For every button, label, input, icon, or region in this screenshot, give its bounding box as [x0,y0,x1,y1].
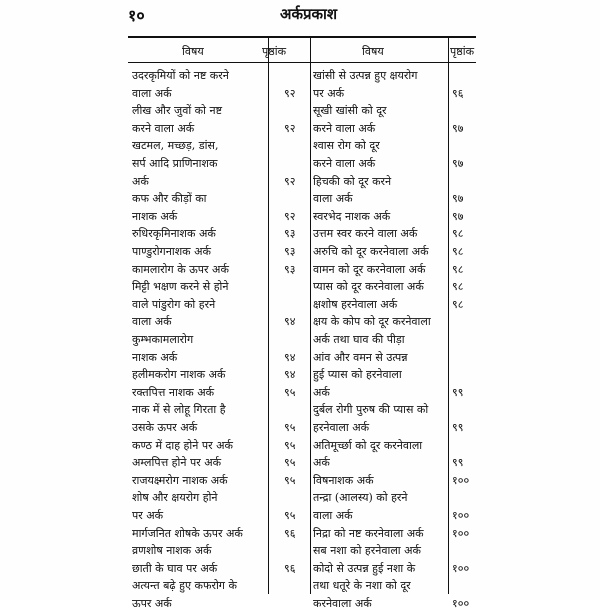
right-page-ref: ९९ [452,385,464,399]
right-page-ref: ९८ [452,297,464,311]
left-index-entry: खटमल, मच्छड़, डांस, [132,139,219,153]
right-index-entry: हुई प्यास को हरनेवाला [313,368,402,382]
right-page-ref: ९९ [452,456,464,470]
right-index-entry: खांसी से उत्पन्न हुए क्षयरोग [313,69,418,82]
right-index-entry: वाला अर्क [313,509,353,522]
left-page-ref: ९२ [284,121,296,135]
left-index-entry: राजयक्ष्मरोग नाशक अर्क [132,473,228,487]
left-index-entry: कामलारोग के ऊपर अर्क [132,262,229,276]
right-page-column-divider [448,37,449,594]
left-index-entry: अर्क [132,174,149,188]
right-index-entry: आंव और वमन से उत्पन्न [313,350,408,364]
right-page-ref: १०० [452,526,470,540]
right-index-entry: वाला अर्क [313,192,353,206]
left-index-entry: लीख और जुवों को नष्ट [132,104,222,118]
page-title: अर्कप्रकाश [280,5,338,23]
right-page-ref: ९९ [452,421,464,434]
right-index-entry: अर्क [313,456,330,470]
right-index-entry: अर्क [313,385,330,399]
right-index-entry: सूखी खांसी को दूर [313,104,387,118]
left-page-ref: ९४ [284,315,296,329]
right-index-entry: हिचकी को दूर करने [313,174,392,188]
right-index-entry: करने वाला अर्क [313,121,376,135]
right-index-entry: निद्रा को नष्ट करनेवाला अर्क [313,526,424,540]
right-page-ref: ९७ [452,157,464,170]
right-page-ref: १०० [452,597,470,610]
right-page-ref: ९६ [452,86,464,100]
left-page-ref: ९४ [284,368,296,382]
left-index-entry: ऊपर अर्क [132,597,172,610]
right-index-entry: करने वाला अर्क [313,157,376,170]
right-page-ref: ९८ [452,227,464,241]
right-index-entry: वामन को दूर करनेवाला अर्क [313,262,426,276]
center-column-divider [310,37,311,594]
right-page-ref: १०० [452,509,470,522]
left-page-ref: ९२ [284,209,296,223]
left-subject-header: विषय [182,45,204,58]
left-index-entry: वाला अर्क [132,86,172,100]
right-index-entry: पर अर्क [313,86,345,100]
right-index-entry: उत्तम स्वर करने वाला अर्क [313,227,418,241]
header-rule [128,62,476,63]
right-index-entry: श्वास रोग को दूर [313,139,380,153]
left-index-entry: नाशक अर्क [132,209,178,223]
left-index-entry: हलीमकरोग नाशक अर्क [132,368,226,382]
left-index-entry: कफ और कीड़ों का [132,192,207,206]
right-index-entry: कोदो से उत्पन्न हुई नशा के [313,561,416,575]
left-page-ref: ९३ [284,245,296,258]
right-page-ref: १०० [452,473,470,487]
right-index-entry: अतिमूर्च्छा को दूर करनेवाला [313,438,423,452]
left-index-entry: छाती के घाव पर अर्क [132,561,218,575]
left-index-entry: व्रणशोष नाशक अर्क [132,544,212,558]
left-index-entry: वाले पांडुरोग को हरने [132,297,216,311]
left-index-entry: उसके ऊपर अर्क [132,421,198,434]
left-page-ref: ९३ [284,227,296,241]
left-page-ref: ९४ [284,350,296,364]
left-index-entry: अम्लपित्त होने पर अर्क [132,456,222,470]
left-page-ref: ९५ [284,473,296,487]
left-page-ref: ९५ [284,509,296,522]
left-page-header: पृष्ठांक [262,45,287,58]
left-page-ref: ९६ [284,561,296,575]
left-index-entry: रक्तपित्त नाशक अर्क [132,385,215,399]
left-index-entry: नाक में से लोहू गिरता है [132,403,226,417]
right-page-ref: ९७ [452,192,464,206]
left-index-entry: कण्ठ में दाह होने पर अर्क [132,438,233,452]
left-index-entry: शोष और क्षयरोग होने [132,491,218,505]
right-index-entry: हरनेवाला अर्क [313,421,370,434]
right-page-ref: ९८ [452,245,464,258]
left-index-entry: मिट्टी भक्षण करने से होने [132,280,229,294]
left-index-entry: मार्गजनित शोषके ऊपर अर्क [132,526,243,540]
right-index-entry: प्यास को दूर करनेवाला अर्क [313,280,424,294]
left-index-entry: उदरकृमियों को नष्ट करने [132,69,229,82]
left-index-entry: अत्यन्त बढ़े हुए कफरोग के [132,579,237,593]
left-page-ref: ९३ [284,262,296,276]
right-index-entry: स्वरभेद नाशक अर्क [313,209,391,223]
right-index-entry: अर्क तथा घाव की पीड़ा [313,333,405,346]
right-index-entry: करनेवाला अर्क [313,597,372,610]
right-index-entry: अरुचि को दूर करनेवाला अर्क [313,245,429,258]
right-index-entry: विषनाशक अर्क [313,473,374,487]
page-number: १० [128,6,145,25]
left-index-entry: पर अर्क [132,509,164,522]
right-page-ref: ९८ [452,280,464,294]
left-index-entry: कुम्भकामलारोग [132,333,194,346]
left-page-ref: ९५ [284,438,296,452]
right-page-ref: १०० [452,561,470,575]
left-page-ref: ९५ [284,421,296,434]
right-index-entry: तथा धतूरे के नशा को दूर [313,579,411,593]
left-index-entry: रुधिरकृमिनाशक अर्क [132,227,216,241]
right-page-ref: ९८ [452,262,464,276]
right-index-entry: क्षशोष हरनेवाला अर्क [313,297,398,311]
left-index-entry: वाला अर्क [132,315,172,329]
right-page-header: पृष्ठांक [450,45,475,58]
left-page-ref: ९५ [284,385,296,399]
right-index-entry: दुर्बल रोगी पुरुष की प्यास को [313,403,429,417]
left-index-entry: नाशक अर्क [132,350,178,364]
left-index-entry: करने वाला अर्क [132,121,195,135]
right-page-ref: ९७ [452,209,464,223]
left-page-column-divider [268,37,269,594]
left-index-entry: सर्प आदि प्राणिनाशक [132,157,218,170]
left-page-ref: ९६ [284,526,296,540]
right-index-entry: तन्द्रा (आलस्य) को हरने [313,491,408,505]
right-index-entry: सब नशा को हरनेवाला अर्क [313,544,422,558]
left-page-ref: ९२ [284,86,296,100]
right-index-entry: क्षय के कोप को दूर करनेवाला [313,315,431,329]
right-page-ref: ९७ [452,121,464,135]
left-page-ref: ९५ [284,456,296,470]
left-index-entry: पाण्डुरोगनाशक अर्क [132,245,211,258]
left-page-ref: ९२ [284,174,296,188]
right-subject-header: विषय [362,45,384,58]
top-rule [128,36,476,38]
